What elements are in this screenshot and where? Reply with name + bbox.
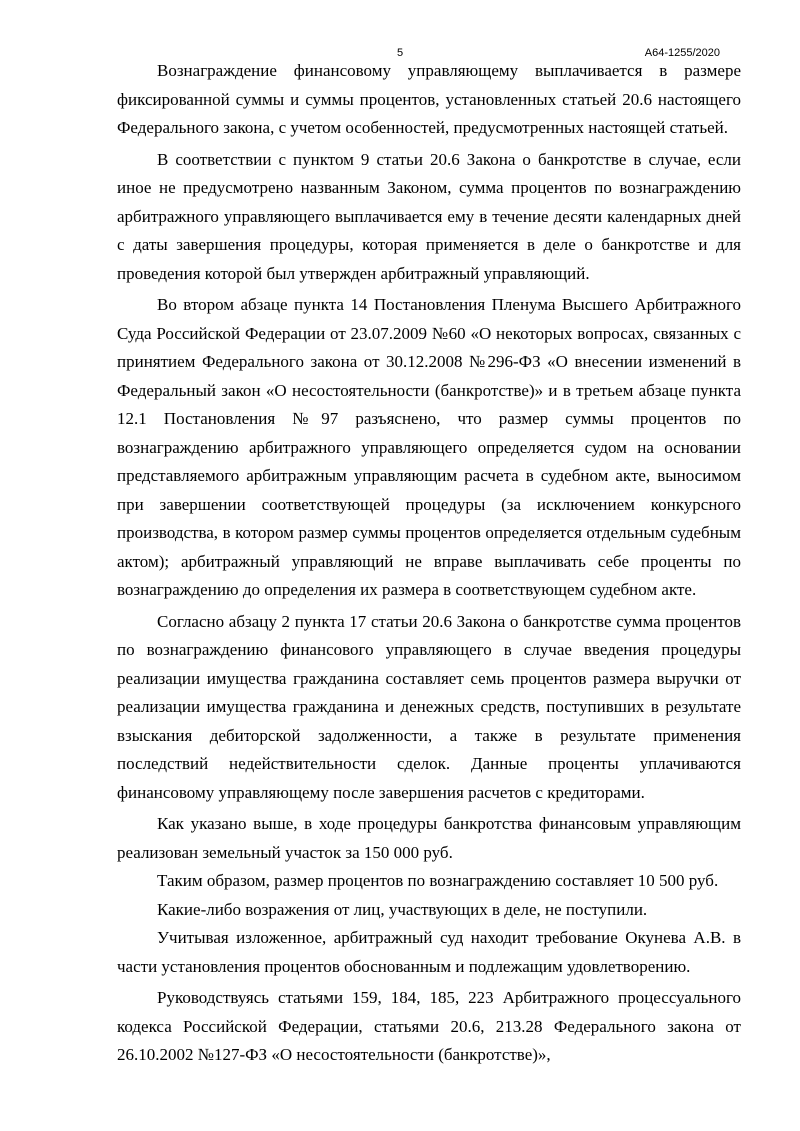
paragraph-remuneration-rule: Вознаграждение финансовому управляющему выплачивается в размере фиксированной суммы и суммы процентов, установленных статьей 20.6 настоящего Федерального закона, с учетом особенностей, предусмотренных настоящей статьей. [117,61,741,137]
page-number: 5 [396,47,404,59]
paragraph-article-20-6-clause-17: Согласно абзацу 2 пункта 17 статьи 20.6 Закона о банкротстве сумма процентов по вознаграждению финансового управляющего в случае введения процедуры реализации имущества гражданина составляет семь процентов размера выручки от реализации имущества гражданина и денежных средств, поступивших в результате взыскания дебиторской задолженности, а также в результате применения последствий недействительности сделок. Данные проценты уплачиваются финансовому управляющему после завершения расчетов с кредиторами. [117,611,741,802]
paragraph-no-objections: Какие-либо возражения от лиц, участвующих в деле, не поступили. [157,899,648,919]
paragraph-plenum-resolution: Во втором абзаце пункта 14 Постановления Пленума Высшего Арбитражного Суда Российской Федерации от 23.07.2009 №60 «О некоторых вопросах, связанных с принятием Федерального закона от 30.12.2008 №296-ФЗ «О внесении изменений в Федеральный закон «О несостоятельности (банкротстве)» и в третьем абзаце пункта 12.1 Постановления №97 разъяснено, что размер суммы процентов по вознаграждению арбитражного управляющего определяется судом на основании представляемого арбитражным управляющим расчета в судебном акте, выносимом при завершении соответствующей процедуры (за исключением конкурсного производства, в котором размер суммы процентов определяется отдельным судебным актом); арбитражный управляющий не вправе выплачивать себе проценты по вознаграждению до определения их размера в соответствующем судебном акте. [117,295,741,599]
case-number: А64-1255/2020 [644,47,720,59]
paragraph-court-finding: Учитывая изложенное, арбитражный суд находит требование Окунева А.В. в части установления процентов обоснованным и подлежащим удовлетворению. [117,928,741,976]
paragraph-legal-basis: Руководствуясь статьями 159, 184, 185, 223 Арбитражного процессуального кодекса Российской Федерации, статьями 20.6, 213.28 Федерального закона от 26.10.2002 №127-ФЗ «О несостоятельности (банкротстве)», [117,988,741,1064]
document-body [117,57,741,1070]
paragraph-article-20-6-clause-9: В соответствии с пунктом 9 статьи 20.6 Закона о банкротстве в случае, если иное не предусмотрено названным Законом, сумма процентов по вознаграждению арбитражного управляющего выплачивается ему в течение десяти календарных дней с даты завершения процедуры, которая применяется в деле о банкротстве и для проведения которой был утвержден арбитражный управляющий. [117,149,741,283]
paragraph-percentage-amount: Таким образом, размер процентов по вознаграждению составляет 10 500 руб. [157,871,719,890]
paragraph-land-plot-sale: Как указано выше, в ходе процедуры банкротства финансовым управляющим реализован земельный участок за 150 000 руб. [117,814,741,862]
